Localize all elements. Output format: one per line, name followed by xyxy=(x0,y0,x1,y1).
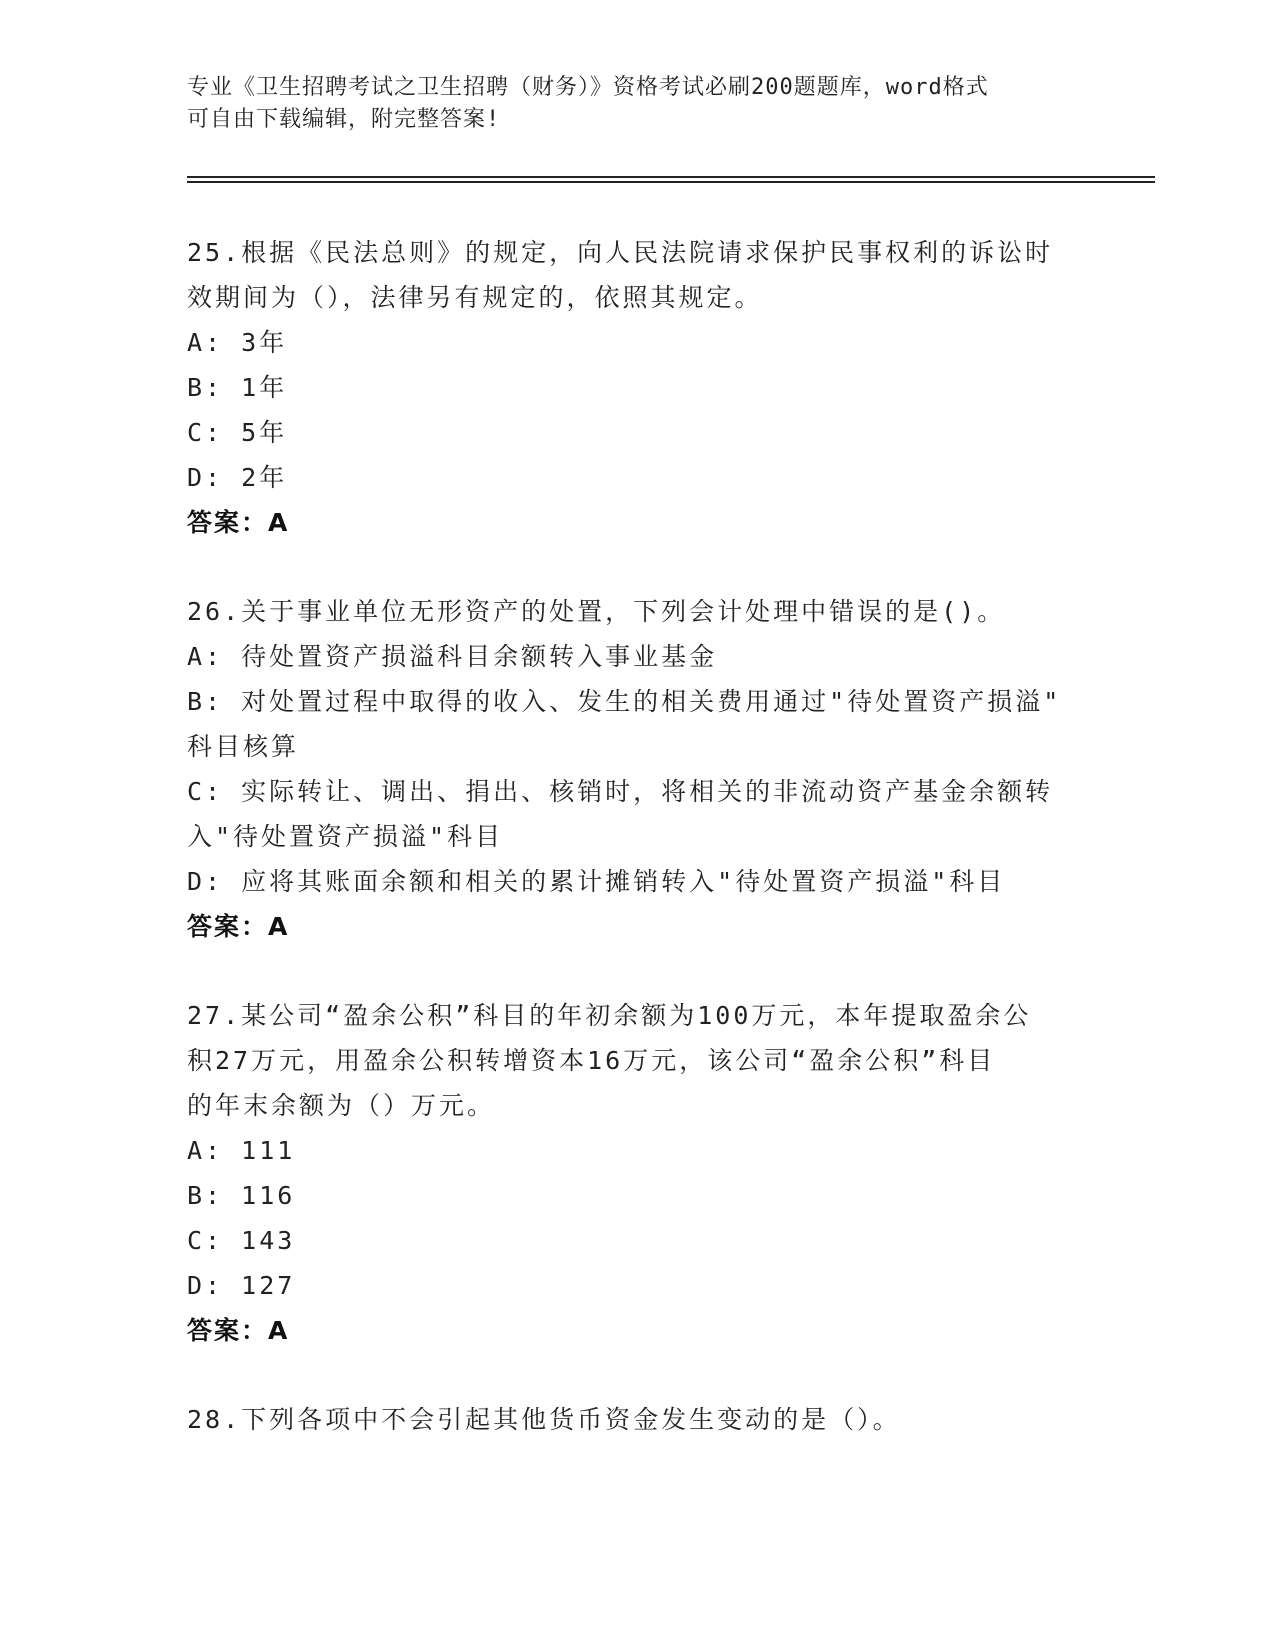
option-line: D: 127 xyxy=(187,1271,296,1300)
question-list xyxy=(187,230,1087,1486)
question-text: 28.下列各项中不会引起其他货币资金发生变动的是（）。 xyxy=(187,1405,901,1434)
question-block xyxy=(187,589,1087,949)
document-header xyxy=(187,72,1067,136)
answer-line: 答案：A xyxy=(187,1316,290,1345)
option-line: B: 116 xyxy=(187,1181,296,1210)
question-text: 效期间为（），法律另有规定的，依照其规定。 xyxy=(187,283,763,312)
question-text: 25.根据《民法总则》的规定，向人民法院请求保护民事权利的诉讼时 xyxy=(187,238,1054,267)
option-line: C: 143 xyxy=(187,1226,296,1255)
question-text: 26.关于事业单位无形资产的处置，下列会计处理中错误的是()。 xyxy=(187,597,1006,626)
option-line: D: 应将其账面余额和相关的累计摊销转入"待处置资产损溢"科目 xyxy=(187,867,1006,896)
header-divider-top xyxy=(187,176,1155,178)
option-line: A: 111 xyxy=(187,1136,296,1165)
option-line: 科目核算 xyxy=(187,732,300,761)
answer-line: 答案：A xyxy=(187,912,290,941)
question-text: 的年末余额为（）万元。 xyxy=(187,1091,496,1120)
question-block xyxy=(187,993,1087,1353)
option-line: D: 2年 xyxy=(187,463,288,492)
question-text: 积27万元，用盈余公积转增资本16万元，该公司“盈余公积”科目 xyxy=(187,1046,996,1075)
header-line-1: 专业《卫生招聘考试之卫生招聘（财务）》资格考试必刷200题题库，word格式 xyxy=(187,75,989,100)
answer-line: 答案：A xyxy=(187,508,290,537)
question-block xyxy=(187,1397,1087,1442)
header-line-2: 可自由下载编辑，附完整答案! xyxy=(187,107,501,132)
option-line: C: 5年 xyxy=(187,418,288,447)
option-line: 入"待处置资产损溢"科目 xyxy=(187,822,504,851)
option-line: A: 3年 xyxy=(187,328,288,357)
option-line: C: 实际转让、调出、捐出、核销时，将相关的非流动资产基金余额转 xyxy=(187,777,1054,806)
option-line: B: 对处置过程中取得的收入、发生的相关费用通过"待处置资产损溢" xyxy=(187,687,1062,716)
option-line: A: 待处置资产损溢科目余额转入事业基金 xyxy=(187,642,718,671)
header-divider-bottom xyxy=(187,181,1155,183)
question-text: 27.某公司“盈余公积”科目的年初余额为100万元，本年提取盈余公 xyxy=(187,1001,1032,1030)
question-block xyxy=(187,230,1087,545)
option-line: B: 1年 xyxy=(187,373,288,402)
